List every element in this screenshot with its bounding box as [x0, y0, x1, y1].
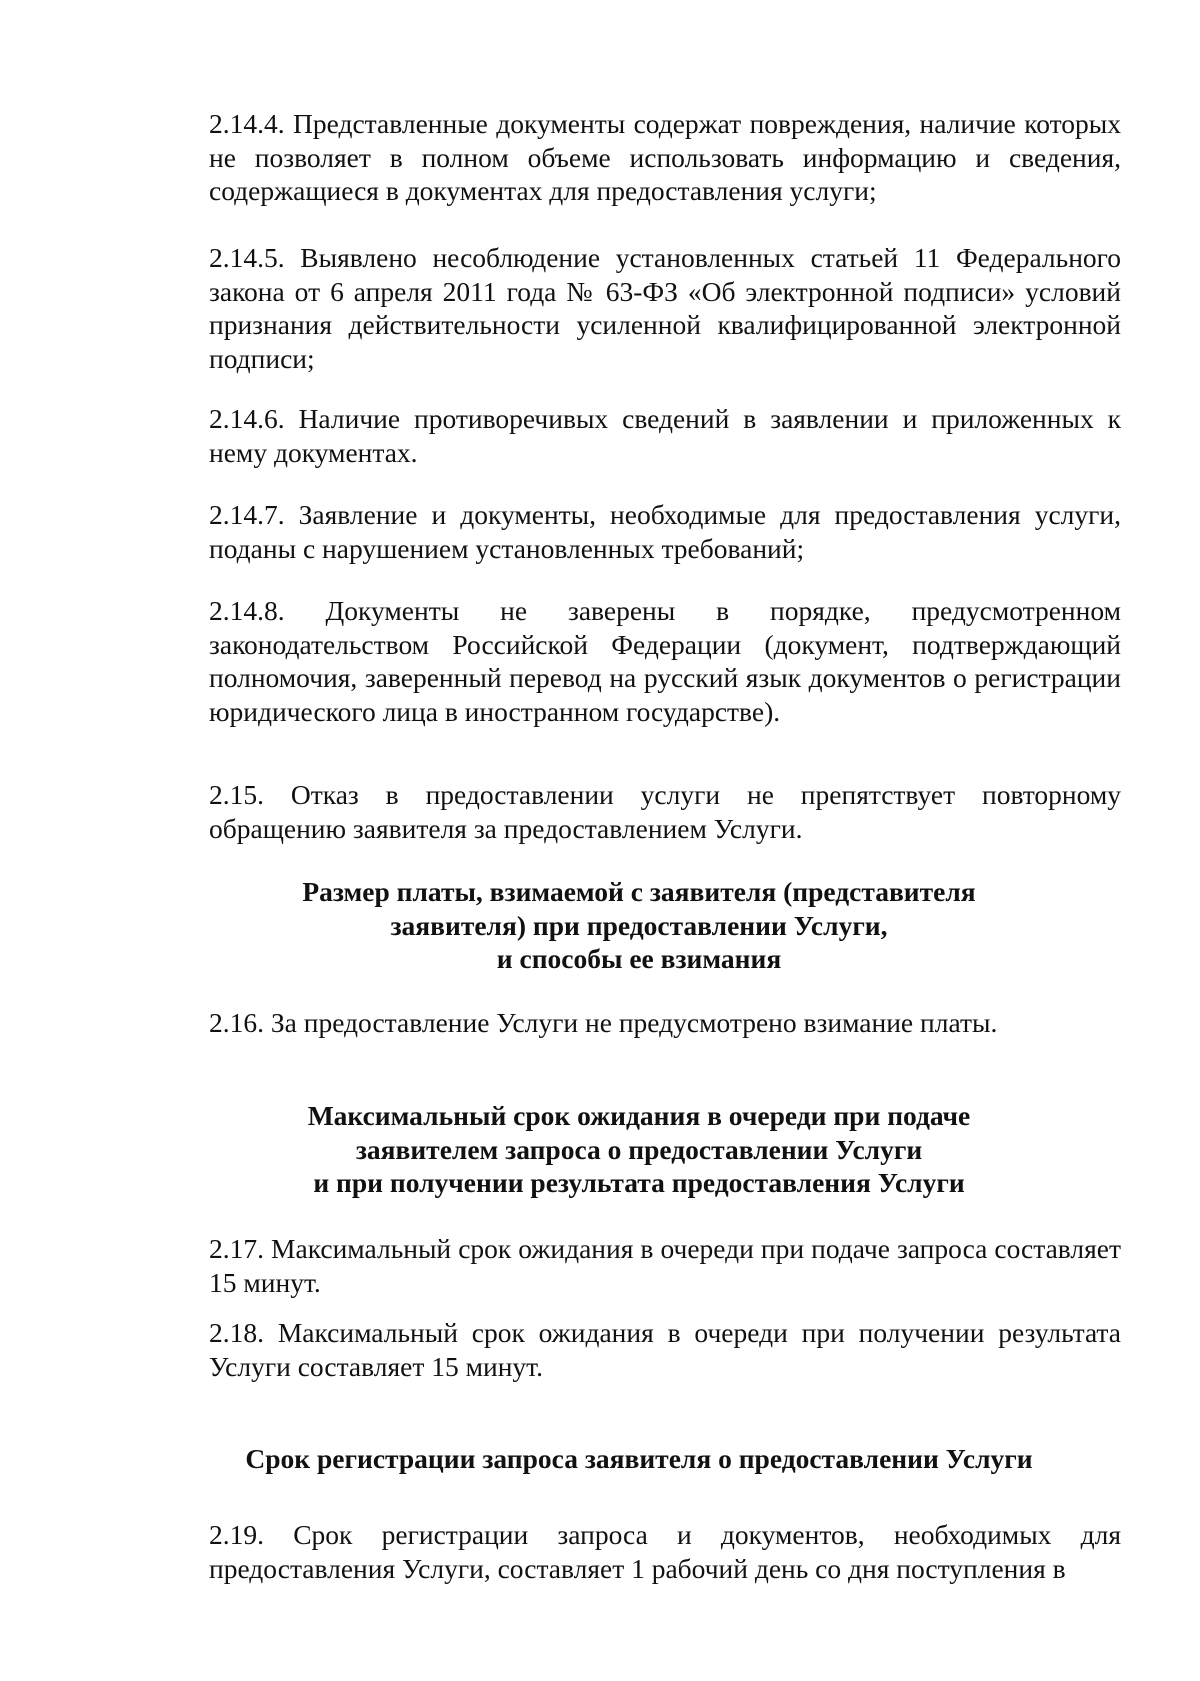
section-heading-registration	[157, 1442, 1121, 1476]
heading-line: заявителя) при предоставлении Услуги,	[390, 909, 888, 941]
paragraph-text: 2.19. Срок регистрации запроса и документов, необходимых для предоставления Услуги, составляет 1 рабочий день со дня поступления в	[209, 1519, 1121, 1584]
paragraph-text: 2.14.8. Документы не заверены в порядке, предусмотренном законодательством Российской Федерации (документ, подтверждающий полномочия, заверенный перевод на русский язык документов о регистрации юридического лица в иностранном государстве).	[209, 595, 1121, 727]
heading-line: Максимальный срок ожидания в очереди при подаче	[307, 1100, 971, 1131]
heading-line: заявителем запроса о предоставлении Услуги	[355, 1133, 923, 1165]
paragraph-2-14-8	[157, 594, 1121, 728]
paragraph-text: 2.17. Максимальный срок ожидания в очереди при подаче запроса составляет 15 минут.	[209, 1233, 1121, 1298]
paragraph-2-16	[157, 1006, 1121, 1040]
paragraph-text: 2.14.4. Представленные документы содержат повреждения, наличие которых не позволяет в полном объеме использовать информацию и сведения, содержащиеся в документах для предоставления услуги;	[209, 108, 1121, 206]
heading-line: Срок регистрации запроса заявителя о предоставлении Услуги	[245, 1443, 1033, 1474]
paragraph-text: 2.16. За предоставление Услуги не предусмотрено взимание платы.	[209, 1007, 998, 1038]
heading-line: Размер платы, взимаемой с заявителя (представителя	[302, 876, 976, 907]
paragraph-2-15	[157, 778, 1121, 845]
heading-line: и способы ее взимания	[496, 943, 782, 974]
paragraph-text: 2.18. Максимальный срок ожидания в очереди при получении результата Услуги составляет 15 минут.	[209, 1317, 1121, 1382]
paragraph-2-14-5	[157, 241, 1121, 375]
paragraph-2-14-4	[157, 107, 1121, 208]
paragraph-2-14-7	[157, 498, 1121, 565]
paragraph-2-19	[157, 1518, 1121, 1585]
paragraph-text: 2.14.7. Заявление и документы, необходимые для предоставления услуги, поданы с нарушением установленных требований;	[209, 499, 1121, 564]
paragraph-2-17	[157, 1232, 1121, 1299]
paragraph-text: 2.14.6. Наличие противоречивых сведений в заявлении и приложенных к нему документах.	[209, 403, 1121, 468]
heading-line: и при получении результата предоставления Услуги	[313, 1167, 965, 1198]
section-heading-queue	[157, 1099, 1121, 1200]
paragraph-2-14-6	[157, 402, 1121, 469]
paragraph-text: 2.15. Отказ в предоставлении услуги не препятствует повторному обращению заявителя за предоставлением Услуги.	[209, 779, 1121, 844]
paragraph-2-18	[157, 1316, 1121, 1383]
section-heading-fee	[157, 875, 1121, 976]
paragraph-text: 2.14.5. Выявлено несоблюдение установленных статьей 11 Федерального закона от 6 апреля 2011 года № 63-ФЗ «Об электронной подписи» условий признания действительности усиленной квалифицированной электронной подписи;	[209, 242, 1121, 374]
